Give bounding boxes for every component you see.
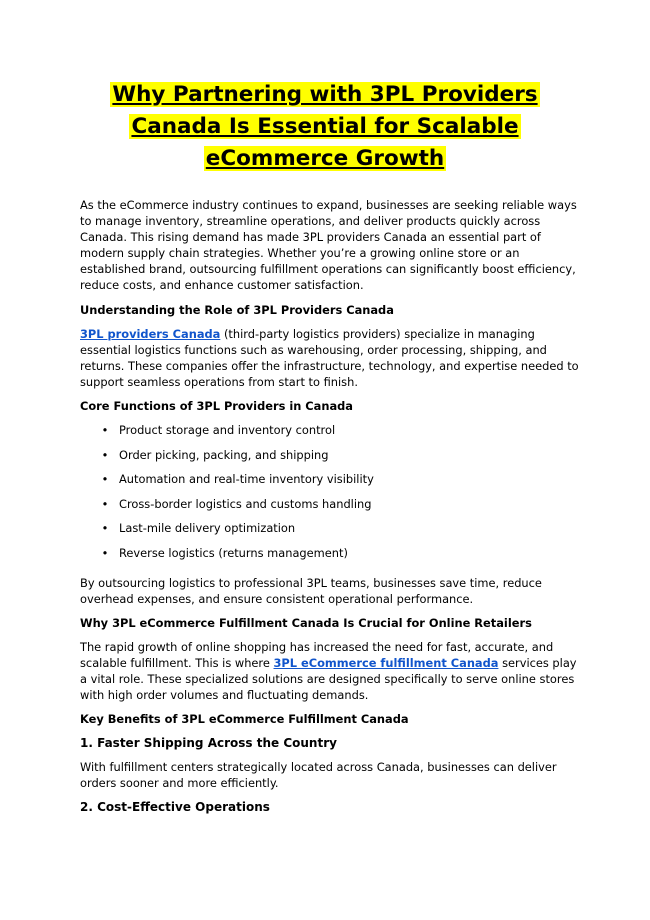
bullet-icon: • — [101, 496, 109, 511]
list-item-text: Order picking, packing, and shipping — [119, 447, 329, 462]
bullet-icon: • — [101, 545, 109, 560]
list-item — [80, 545, 580, 570]
list-item-text: Automation and real-time inventory visibility — [119, 472, 374, 486]
benefit-heading-faster-shipping: 1. Faster Shipping Across the Country — [80, 736, 337, 750]
core-functions-list — [80, 422, 580, 569]
section-heading-key-benefits: Key Benefits of 3PL eCommerce Fulfillment Canada — [80, 712, 409, 726]
section-heading-core-functions: Core Functions of 3PL Providers in Canada — [80, 399, 353, 413]
intro-paragraph: As the eCommerce industry continues to expand, businesses are seeking reliable ways to manage inventory, streamline operations, and deliver products quickly across Canada. This rising demand has made 3PL providers Canada an essential part of modern supply chain strategies. Whether you’re a growing online store or an established brand, outsourcing fulfillment operations can significantly boost efficiency, reduce costs, and enhance customer satisfaction. — [80, 198, 577, 292]
bullet-icon: • — [101, 447, 109, 462]
bullet-icon: • — [101, 423, 109, 437]
outsourcing-paragraph: By outsourcing logistics to professional 3PL teams, businesses save time, reduce overhead expenses, and ensure consistent operational performance. — [80, 576, 542, 606]
list-item-text: Cross-border logistics and customs handling — [119, 496, 372, 511]
link-3pl-ecommerce-fulfillment-canada[interactable]: 3PL eCommerce fulfillment Canada — [273, 656, 499, 670]
bullet-icon: • — [101, 521, 109, 535]
benefit-heading-cost-effective: 2. Cost-Effective Operations — [80, 800, 270, 814]
fulfillment-paragraph-text-after: services play a vital role. These specialized solutions are designed specifically to serve online stores with high order volumes and fluctuating demands. — [80, 656, 577, 702]
section-heading-why-fulfillment: Why 3PL eCommerce Fulfillment Canada Is Crucial for Online Retailers — [80, 616, 532, 630]
role-paragraph — [80, 326, 580, 390]
faster-shipping-paragraph: With fulfillment centers strategically located across Canada, businesses can deliver orders sooner and more efficiently. — [80, 760, 557, 790]
list-item — [80, 447, 580, 472]
fulfillment-paragraph — [80, 639, 580, 703]
page-title — [60, 79, 590, 175]
fulfillment-paragraph-text-before: The rapid growth of online shopping has increased the need for fast, accurate, and scalable fulfillment. This is where — [80, 640, 554, 670]
title-block — [60, 79, 590, 175]
section-heading-role: Understanding the Role of 3PL Providers Canada — [80, 303, 394, 317]
list-item — [80, 471, 580, 496]
list-item-text: Reverse logistics (returns management) — [119, 545, 348, 560]
title-line-2: Canada Is Essential for Scalable — [131, 114, 519, 139]
document-body — [80, 197, 580, 823]
list-item — [80, 496, 580, 521]
list-item — [80, 520, 580, 545]
bullet-icon: • — [101, 472, 109, 486]
list-item-text: Last-mile delivery optimization — [119, 521, 296, 535]
role-paragraph-text: (third-party logistics providers) specialize in managing essential logistics functions such as warehousing, order processing, shipping, and returns. These companies offer the infrastructure, technology, and expertise needed to support seamless operations from start to finish. — [80, 327, 579, 389]
title-line-3: eCommerce Growth — [205, 146, 445, 171]
link-3pl-providers-canada[interactable]: 3PL providers Canada — [80, 327, 221, 341]
title-line-1: Why Partnering with 3PL Providers — [112, 82, 538, 107]
list-item-text: Product storage and inventory control — [119, 423, 336, 437]
list-item — [80, 422, 580, 447]
